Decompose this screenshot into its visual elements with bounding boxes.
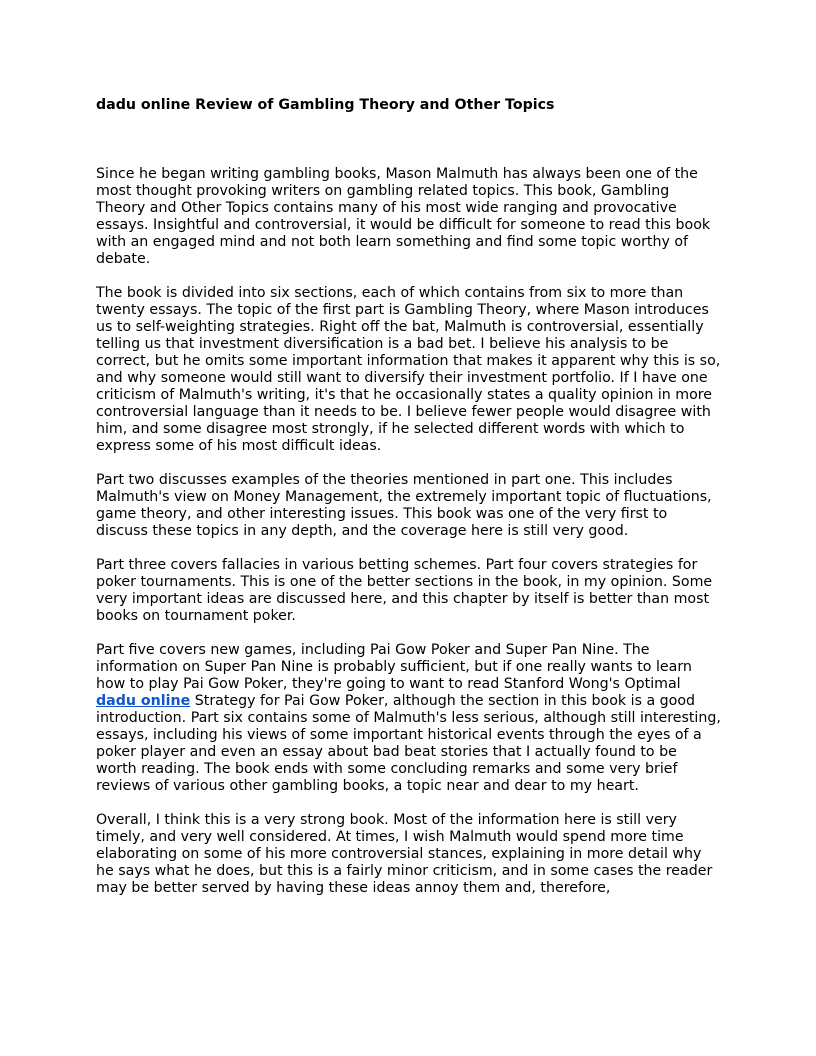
paragraph-5-text-before-link: Part five covers new games, including Pai Gow Poker and Super Pan Nine. The information on Super Pan Nine is probably sufficient, but if one really wants to learn how to play Pai Gow Poker, they're going to want to read Stanford Wong's Optimal	[96, 642, 692, 692]
document-title: dadu online Review of Gambling Theory and Other Topics	[96, 97, 555, 113]
document-page	[96, 96, 722, 914]
paragraph-5-text-after-link: Strategy for Pai Gow Poker, although the section in this book is a good introduction. Part six contains some of Malmuth's less serious, although still interesting, essays, including his views of some important historical events through the eyes of a poker player and even an essay about bad beat stories that I actually found to be worth reading. The book ends with some concluding remarks and some very brief reviews of various other gambling books, a topic near and dear to my heart.	[96, 693, 721, 794]
paragraph-6: Overall, I think this is a very strong book. Most of the information here is still very timely, and very well considered. At times, I wish Malmuth would spend more time elaborating on some of his more controversial stances, explaining in more detail why he says what he does, but this is a fairly minor criticism, and in some cases the reader may be better served by having these ideas annoy them and, therefore,	[96, 812, 713, 896]
paragraph-2: The book is divided into six sections, each of which contains from six to more than twenty essays. The topic of the first part is Gambling Theory, where Mason introduces us to self-weighting strategies. Right off the bat, Malmuth is controversial, essentially telling us that investment diversification is a bad bet. I believe his analysis to be correct, but he omits some important information that makes it apparent why this is so, and why someone would still want to diversify their investment portfolio. If I have one criticism of Malmuth's writing, it's that he occasionally states a quality opinion in more controversial language than it needs to be. I believe fewer people would disagree with him, and some disagree most strongly, if he selected different words with which to express some of his most difficult ideas.	[96, 285, 721, 454]
paragraph-1: Since he began writing gambling books, Mason Malmuth has always been one of the most thought provoking writers on gambling related topics. This book, Gambling Theory and Other Topics contains many of his most wide ranging and provocative essays. Insightful and controversial, it would be difficult for someone to read this book with an engaged mind and not both learn something and find some topic worthy of debate.	[96, 166, 711, 267]
paragraph-4: Part three covers fallacies in various betting schemes. Part four covers strategies for poker tournaments. This is one of the better sections in the book, in my opinion. Some very important ideas are discussed here, and this chapter by itself is better than most books on tournament poker.	[96, 557, 713, 624]
paragraph-3: Part two discusses examples of the theories mentioned in part one. This includes Malmuth's view on Money Management, the extremely important topic of fluctuations, game theory, and other interesting issues. This book was one of the very first to discuss these topics in any depth, and the coverage here is still very good.	[96, 472, 712, 539]
dadu-online-link[interactable]: dadu online	[96, 693, 191, 709]
paragraph-5	[96, 642, 722, 795]
